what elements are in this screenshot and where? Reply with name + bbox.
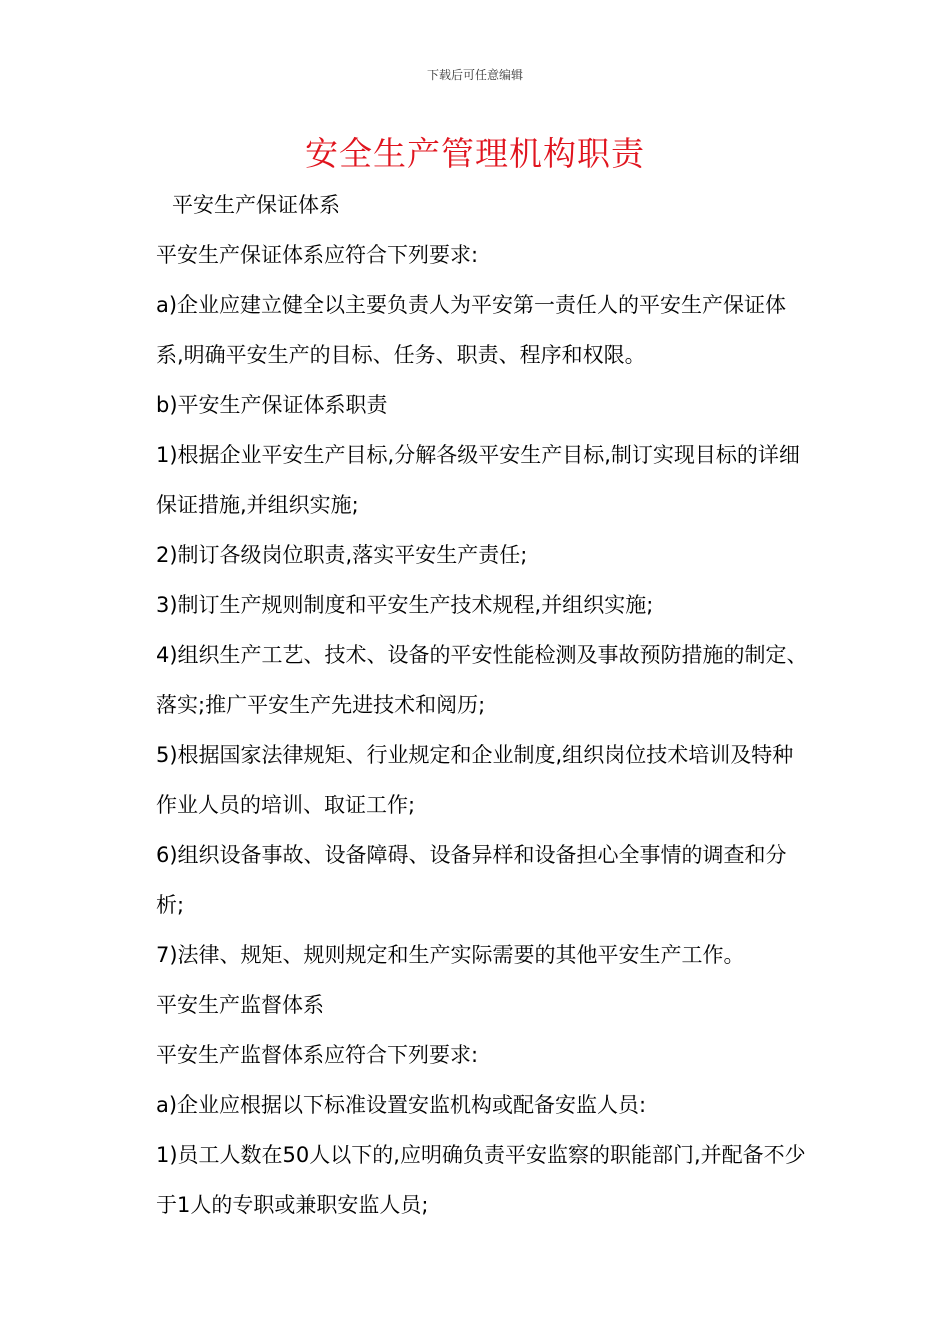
paragraph: a)企业应根据以下标准设置安监机构或配备安监人员: [156,1093,647,1117]
paragraph: 6)组织设备事故、设备障碍、设备异样和设备担心全事情的调查和分析; [156,843,787,917]
paragraph: 4)组织生产工艺、技术、设备的平安性能检测及事故预防措施的制定、落实;推广平安生产先进技术和阅历; [156,643,808,717]
header-note: 下载后可任意编辑 [426,68,523,82]
section-heading: 平安生产保证体系 [172,193,340,217]
paragraph: 平安生产保证体系应符合下列要求: [156,243,479,267]
paragraph: 平安生产监督体系应符合下列要求: [156,1043,479,1067]
paragraph: 1)员工人数在50人以下的,应明确负责平安监察的职能部门,并配备不少于1人的专职或兼职安监人员; [156,1143,806,1217]
paragraph: 7)法律、规矩、规则规定和生产实际需要的其他平安生产工作。 [156,943,745,967]
paragraph: 3)制订生产规则制度和平安生产技术规程,并组织实施; [156,593,654,617]
document-title: 安全生产管理机构职责 [305,134,645,173]
paragraph: a)企业应建立健全以主要负责人为平安第一责任人的平安生产保证体系,明确平安生产的目标、任务、职责、程序和权限。 [156,293,787,367]
document-body [146,180,810,1230]
paragraph: b)平安生产保证体系职责 [156,393,388,417]
paragraph: 5)根据国家法律规矩、行业规定和企业制度,组织岗位技术培训及特种作业人员的培训、取证工作; [156,743,794,817]
paragraph: 1)根据企业平安生产目标,分解各级平安生产目标,制订实现目标的详细保证措施,并组织实施; [156,443,800,517]
paragraph: 2)制订各级岗位职责,落实平安生产责任; [156,543,528,567]
section-heading: 平安生产监督体系 [156,993,324,1017]
